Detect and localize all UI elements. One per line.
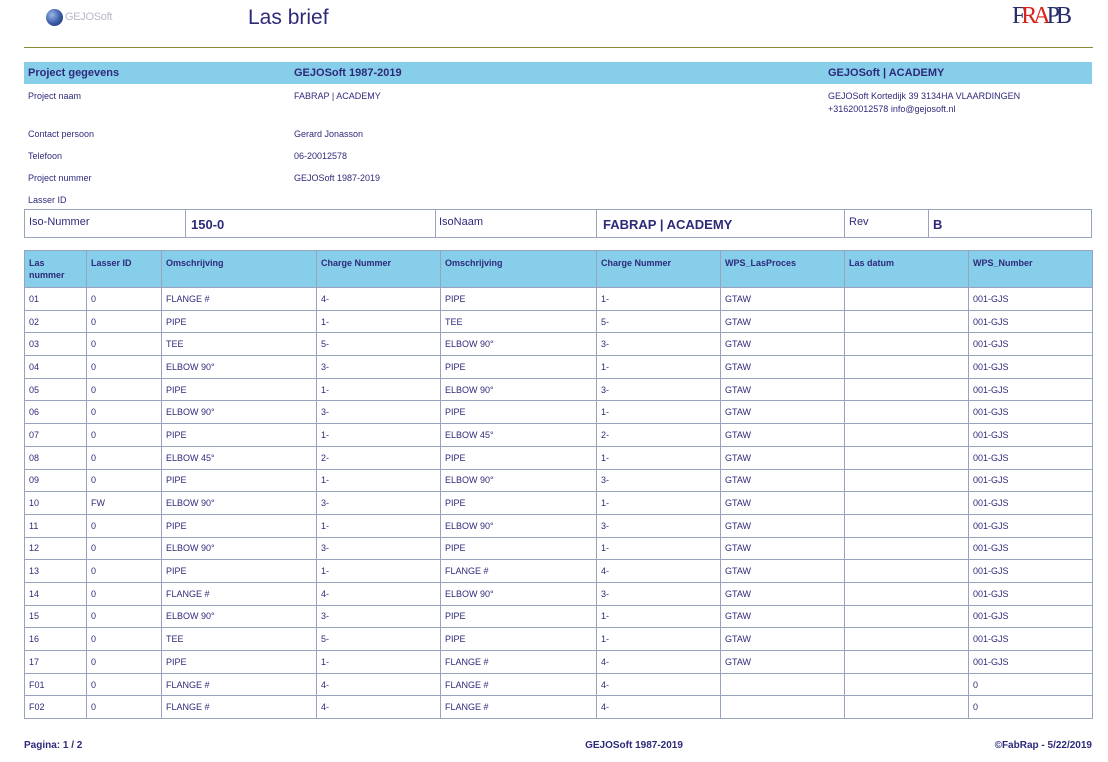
table-cell: 001-GJS xyxy=(969,333,1093,356)
table-row xyxy=(25,673,1093,696)
table-cell: 4- xyxy=(317,673,441,696)
table-cell: 14 xyxy=(25,582,87,605)
table-cell: ELBOW 90° xyxy=(162,537,317,560)
table-cell: PIPE xyxy=(162,310,317,333)
table-cell: 1- xyxy=(317,560,441,583)
table-cell: ELBOW 90° xyxy=(441,514,597,537)
table-cell: 0 xyxy=(87,696,162,719)
table-row xyxy=(25,333,1093,356)
table-cell: FLANGE # xyxy=(441,651,597,674)
table-row xyxy=(25,401,1093,424)
table-cell: 1- xyxy=(597,446,721,469)
table-cell: 2- xyxy=(597,424,721,447)
table-cell: FW xyxy=(87,492,162,515)
table-cell: 0 xyxy=(87,310,162,333)
column-header: Charge Nummer xyxy=(597,251,721,288)
table-cell: 5- xyxy=(597,310,721,333)
table-cell: 4- xyxy=(597,560,721,583)
table-cell: 01 xyxy=(25,288,87,311)
table-cell: 001-GJS xyxy=(969,378,1093,401)
table-row xyxy=(25,492,1093,515)
table-cell: 1- xyxy=(317,514,441,537)
table-cell: GTAW xyxy=(721,628,845,651)
column-header: Charge Nummer xyxy=(317,251,441,288)
table-cell: 3- xyxy=(317,401,441,424)
table-row xyxy=(25,446,1093,469)
table-cell: GTAW xyxy=(721,514,845,537)
project-row xyxy=(24,84,1092,124)
table-cell: 15 xyxy=(25,605,87,628)
table-cell: 001-GJS xyxy=(969,560,1093,583)
table-cell: 0 xyxy=(87,288,162,311)
table-cell: GTAW xyxy=(721,651,845,674)
table-row xyxy=(25,696,1093,719)
table-cell xyxy=(845,288,969,311)
table-row xyxy=(25,469,1093,492)
table-cell: 12 xyxy=(25,537,87,560)
column-header: WPS_LasProces xyxy=(721,251,845,288)
project-row xyxy=(24,168,1092,190)
table-cell: GTAW xyxy=(721,333,845,356)
table-cell: PIPE xyxy=(441,492,597,515)
rev-label: Rev xyxy=(849,216,869,228)
table-cell: 3- xyxy=(597,378,721,401)
table-cell: TEE xyxy=(162,333,317,356)
rev-value: B xyxy=(933,217,943,232)
table-cell: 1- xyxy=(597,628,721,651)
table-cell: 4- xyxy=(317,288,441,311)
table-row xyxy=(25,310,1093,333)
table-cell: 06 xyxy=(25,401,87,424)
project-field-value: FABRAP | ACADEMY xyxy=(294,91,381,101)
page-title: Las brief xyxy=(248,6,329,29)
table-row xyxy=(25,514,1093,537)
table-cell: ELBOW 90° xyxy=(441,378,597,401)
table-cell xyxy=(845,560,969,583)
table-cell xyxy=(845,582,969,605)
table-cell: 1- xyxy=(597,356,721,379)
table-cell: 3- xyxy=(597,582,721,605)
table-cell: GTAW xyxy=(721,560,845,583)
table-cell: 0 xyxy=(87,514,162,537)
table-cell: 08 xyxy=(25,446,87,469)
table-cell: GTAW xyxy=(721,378,845,401)
iso-nummer-label: Iso-Nummer xyxy=(29,216,90,228)
table-header-row xyxy=(25,251,1093,288)
table-cell: 4- xyxy=(597,696,721,719)
table-cell: 3- xyxy=(317,356,441,379)
table-cell: 3- xyxy=(597,469,721,492)
table-cell: F01 xyxy=(25,673,87,696)
gejosoft-logo-text: GEJOSoft xyxy=(65,11,113,23)
header-divider xyxy=(24,47,1093,48)
table-cell: 0 xyxy=(87,605,162,628)
table-cell xyxy=(845,492,969,515)
iso-naam-value: FABRAP | ACADEMY xyxy=(603,217,733,232)
table-cell: 0 xyxy=(87,401,162,424)
table-cell: F02 xyxy=(25,696,87,719)
project-field-label: Project naam xyxy=(28,91,82,101)
table-cell: 1- xyxy=(317,310,441,333)
table-cell xyxy=(845,605,969,628)
iso-nummer-value: 150-0 xyxy=(191,217,225,232)
table-row xyxy=(25,651,1093,674)
column-header: Las datum xyxy=(845,251,969,288)
table-cell xyxy=(721,696,845,719)
table-cell: 4- xyxy=(317,582,441,605)
table-cell: 13 xyxy=(25,560,87,583)
project-info-header xyxy=(24,62,1092,84)
table-cell: GTAW xyxy=(721,356,845,379)
table-cell: 001-GJS xyxy=(969,356,1093,379)
table-row xyxy=(25,288,1093,311)
table-cell: GTAW xyxy=(721,446,845,469)
table-cell: 0 xyxy=(87,446,162,469)
table-cell: 0 xyxy=(87,582,162,605)
table-cell: 09 xyxy=(25,469,87,492)
table-cell xyxy=(845,310,969,333)
fabrap-logo: FRAPB xyxy=(1011,3,1068,29)
table-cell: PIPE xyxy=(441,401,597,424)
table-cell: 001-GJS xyxy=(969,446,1093,469)
table-cell: ELBOW 90° xyxy=(441,333,597,356)
table-cell: 1- xyxy=(597,492,721,515)
table-cell xyxy=(845,514,969,537)
page-number: Pagina: 1 / 2 xyxy=(24,740,83,751)
footer-copyright: ©FabRap - 5/22/2019 xyxy=(994,740,1092,751)
table-cell: FLANGE # xyxy=(441,560,597,583)
project-field-label: Project nummer xyxy=(28,173,92,183)
table-cell xyxy=(721,673,845,696)
table-cell: PIPE xyxy=(162,378,317,401)
table-cell: GTAW xyxy=(721,582,845,605)
table-cell: 0 xyxy=(87,333,162,356)
table-cell: PIPE xyxy=(441,605,597,628)
table-cell: 0 xyxy=(87,356,162,379)
table-cell: 001-GJS xyxy=(969,469,1093,492)
table-row xyxy=(25,424,1093,447)
project-field-value: Gerard Jonasson xyxy=(294,129,364,139)
table-cell: 1- xyxy=(317,469,441,492)
table-cell: 16 xyxy=(25,628,87,651)
table-cell: 11 xyxy=(25,514,87,537)
table-cell xyxy=(845,378,969,401)
column-header: Las nummer xyxy=(25,251,87,288)
table-cell xyxy=(845,696,969,719)
table-cell: GTAW xyxy=(721,401,845,424)
table-cell xyxy=(845,469,969,492)
table-cell: 1- xyxy=(597,288,721,311)
table-cell: GTAW xyxy=(721,492,845,515)
project-field-label: Lasser ID xyxy=(28,195,67,205)
table-cell: 3- xyxy=(317,537,441,560)
table-cell: 1- xyxy=(317,378,441,401)
table-cell: 02 xyxy=(25,310,87,333)
table-cell: GTAW xyxy=(721,288,845,311)
gejosoft-logo xyxy=(46,5,126,29)
table-cell: 03 xyxy=(25,333,87,356)
table-cell xyxy=(845,424,969,447)
table-cell: 1- xyxy=(597,401,721,424)
table-cell: TEE xyxy=(162,628,317,651)
table-cell: 2- xyxy=(317,446,441,469)
project-field-label: Contact persoon xyxy=(28,129,95,139)
table-cell: 001-GJS xyxy=(969,310,1093,333)
table-cell: PIPE xyxy=(162,651,317,674)
footer-company: GEJOSoft 1987-2019 xyxy=(585,740,683,751)
table-row xyxy=(25,537,1093,560)
column-header: WPS_Number xyxy=(969,251,1093,288)
table-cell xyxy=(845,356,969,379)
table-cell: FLANGE # xyxy=(162,582,317,605)
table-cell xyxy=(845,537,969,560)
table-cell: ELBOW 90° xyxy=(441,469,597,492)
project-header-label: Project gegevens xyxy=(28,67,120,79)
table-cell: 001-GJS xyxy=(969,651,1093,674)
table-cell: FLANGE # xyxy=(162,673,317,696)
table-cell: 0 xyxy=(87,537,162,560)
table-cell xyxy=(845,651,969,674)
table-row xyxy=(25,356,1093,379)
project-row xyxy=(24,146,1092,168)
table-cell xyxy=(845,333,969,356)
table-cell: GTAW xyxy=(721,605,845,628)
table-cell: ELBOW 90° xyxy=(162,401,317,424)
table-cell: 001-GJS xyxy=(969,492,1093,515)
globe-icon xyxy=(46,9,63,26)
column-header: Lasser ID xyxy=(87,251,162,288)
table-cell: 1- xyxy=(317,651,441,674)
table-cell: 07 xyxy=(25,424,87,447)
table-row xyxy=(25,582,1093,605)
table-cell: 5- xyxy=(317,628,441,651)
table-cell: GTAW xyxy=(721,424,845,447)
table-cell: 10 xyxy=(25,492,87,515)
table-cell: GTAW xyxy=(721,310,845,333)
table-cell: ELBOW 90° xyxy=(441,582,597,605)
table-cell: PIPE xyxy=(162,560,317,583)
iso-naam-label: IsoNaam xyxy=(439,216,484,228)
table-cell: FLANGE # xyxy=(441,673,597,696)
project-field-label: Telefoon xyxy=(28,151,63,161)
table-cell: 0 xyxy=(87,673,162,696)
project-field-value: GEJOSoft 1987-2019 xyxy=(294,173,381,183)
project-row xyxy=(24,124,1092,146)
table-cell: 1- xyxy=(317,424,441,447)
address-line: GEJOSoft Kortedijk 39 3134HA VLAARDINGEN xyxy=(828,91,1021,101)
table-cell: 001-GJS xyxy=(969,628,1093,651)
table-row xyxy=(25,560,1093,583)
table-cell: TEE xyxy=(441,310,597,333)
table-cell: 5- xyxy=(317,333,441,356)
table-cell: 0 xyxy=(87,424,162,447)
table-cell: 1- xyxy=(597,537,721,560)
table-cell: PIPE xyxy=(441,356,597,379)
table-cell: 0 xyxy=(87,378,162,401)
table-cell: 17 xyxy=(25,651,87,674)
table-cell: PIPE xyxy=(441,446,597,469)
iso-info-box xyxy=(24,209,1092,238)
table-cell: PIPE xyxy=(441,537,597,560)
project-info-section xyxy=(24,62,1092,212)
table-cell xyxy=(845,673,969,696)
table-cell: PIPE xyxy=(441,288,597,311)
weld-table xyxy=(24,250,1093,719)
table-cell: 0 xyxy=(87,628,162,651)
table-row xyxy=(25,605,1093,628)
table-cell: ELBOW 45° xyxy=(162,446,317,469)
table-cell: 001-GJS xyxy=(969,288,1093,311)
table-cell: GTAW xyxy=(721,537,845,560)
table-cell: 05 xyxy=(25,378,87,401)
contact-line: +31620012578 info@gejosoft.nl xyxy=(828,104,956,114)
column-header: Omschrijving xyxy=(162,251,317,288)
table-cell: GTAW xyxy=(721,469,845,492)
table-cell: 04 xyxy=(25,356,87,379)
table-cell: 0 xyxy=(87,651,162,674)
table-row xyxy=(25,378,1093,401)
table-cell: FLANGE # xyxy=(162,288,317,311)
table-cell: PIPE xyxy=(441,628,597,651)
table-row xyxy=(25,628,1093,651)
table-cell: 001-GJS xyxy=(969,424,1093,447)
table-cell: PIPE xyxy=(162,424,317,447)
project-header-company: GEJOSoft 1987-2019 xyxy=(294,67,402,79)
table-cell xyxy=(845,401,969,424)
project-header-academy: GEJOSoft | ACADEMY xyxy=(828,67,945,79)
table-cell: 0 xyxy=(969,696,1093,719)
table-cell: 1- xyxy=(597,605,721,628)
table-cell: 3- xyxy=(317,492,441,515)
table-cell: 0 xyxy=(87,560,162,583)
table-cell: ELBOW 90° xyxy=(162,492,317,515)
table-cell: 001-GJS xyxy=(969,401,1093,424)
table-cell: 3- xyxy=(597,333,721,356)
project-field-value: 06-20012578 xyxy=(294,151,348,161)
table-cell: 3- xyxy=(317,605,441,628)
table-cell: 0 xyxy=(969,673,1093,696)
table-cell: 3- xyxy=(597,514,721,537)
table-cell: FLANGE # xyxy=(162,696,317,719)
table-cell: ELBOW 90° xyxy=(162,605,317,628)
column-header: Omschrijving xyxy=(441,251,597,288)
table-cell: 4- xyxy=(597,673,721,696)
table-cell: ELBOW 90° xyxy=(162,356,317,379)
table-cell: 001-GJS xyxy=(969,514,1093,537)
table-cell: 4- xyxy=(317,696,441,719)
table-cell: FLANGE # xyxy=(441,696,597,719)
table-cell: 001-GJS xyxy=(969,605,1093,628)
table-cell: PIPE xyxy=(162,469,317,492)
table-cell: 001-GJS xyxy=(969,537,1093,560)
table-cell: 001-GJS xyxy=(969,582,1093,605)
table-cell: 4- xyxy=(597,651,721,674)
table-cell: 0 xyxy=(87,469,162,492)
table-cell xyxy=(845,628,969,651)
table-cell: ELBOW 45° xyxy=(441,424,597,447)
table-cell xyxy=(845,446,969,469)
table-cell: PIPE xyxy=(162,514,317,537)
